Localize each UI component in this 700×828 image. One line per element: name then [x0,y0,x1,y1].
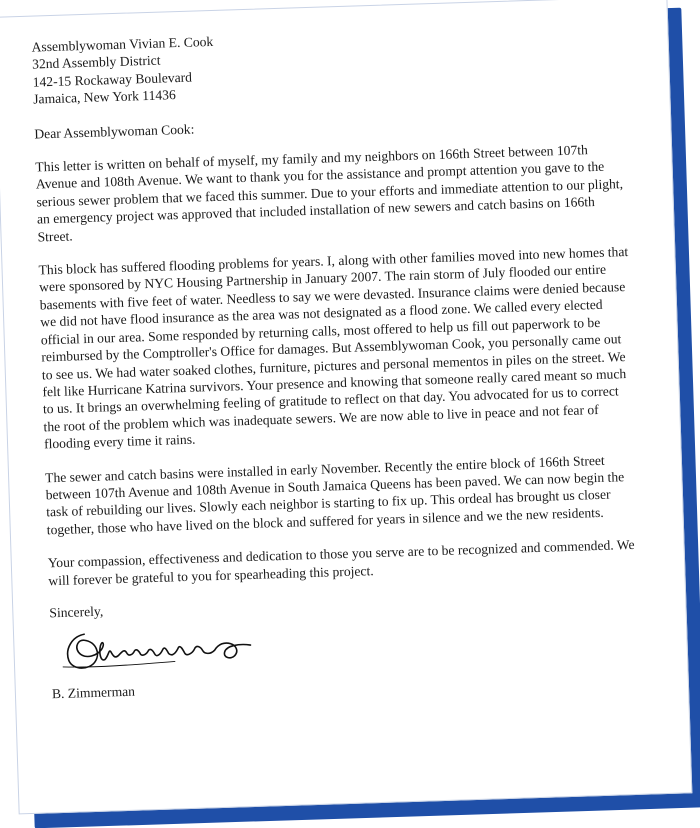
signature-drawing [54,621,276,680]
paragraph-4: Your compassion, effectiveness and dedication to those you serve are to be recognized and commended. We will forever be grateful to you for spearheading this project. [47,537,635,588]
salutation: Dear Assemblywoman Cook: [34,121,195,142]
address-line-name: Assemblywoman Vivian E. Cook [31,33,214,55]
paragraph-3: The sewer and catch basins were installed in early November. Recently the entire block of 166th Street between 107th Avenue and 108th Avenue in South Jamaica Queens has been paved. We can now begin the task of rebuilding our lives. Slowly each neighbor is starting to fix up. This ordeal has brought us closer together, those who have lived on the block and suffered for years in silence and we the new residents. [44,452,625,538]
closing: Sincerely, [49,603,104,621]
letter-body [31,20,644,703]
paragraph-2: This block has suffered flooding problems for years. I, along with other families moved into new homes that were sponsored by NYC Housing Partnership in January 2007. The rain storm of July flooded our entire basements with five feet of water. Needless to say we were devasted. Insurance claims were denied because we did not have flood insurance as the area was not designated as a flood zone. We called every elected official in our area. Some responded by returning calls, most offered to help us fill out paperwork to be reimbursed by the Comptroller's Office for damages. But Assemblywoman Cook, you personally came out to see us. We had water soaked clothes, furniture, pictures and personal mementos in piles on the street. We felt like Hurricane Katrina survivors. Your presence and knowing that someone really cared meant so much to us. It brings an overwhelming feeling of gratitude to reflect on that day. You advocated for us to correct the root of the problem which was inadequate sewers. We are now able to live in peace and not fear of flooding every time it rains. [38,244,629,452]
address-line-district: 32nd Assembly District [31,52,161,72]
paragraph-1: This letter is written on behalf of myself, my family and my neighbors on 166th Street between 107th Avenue and 108th Avenue. We want to thank you for the assistance and prompt attention you gave to the serious sewer problem that we faced this summer. Due to your efforts and immediate attention to our plight, an emergency project was approved that included installation of new sewers and catch basins on 166th Street. [35,142,624,245]
signer-name: B. Zimmerman [51,684,136,702]
address-line-street: 142-15 Rockaway Boulevard [32,69,193,90]
recipient-address [31,20,625,108]
address-line-city: Jamaica, New York 11436 [33,87,177,107]
